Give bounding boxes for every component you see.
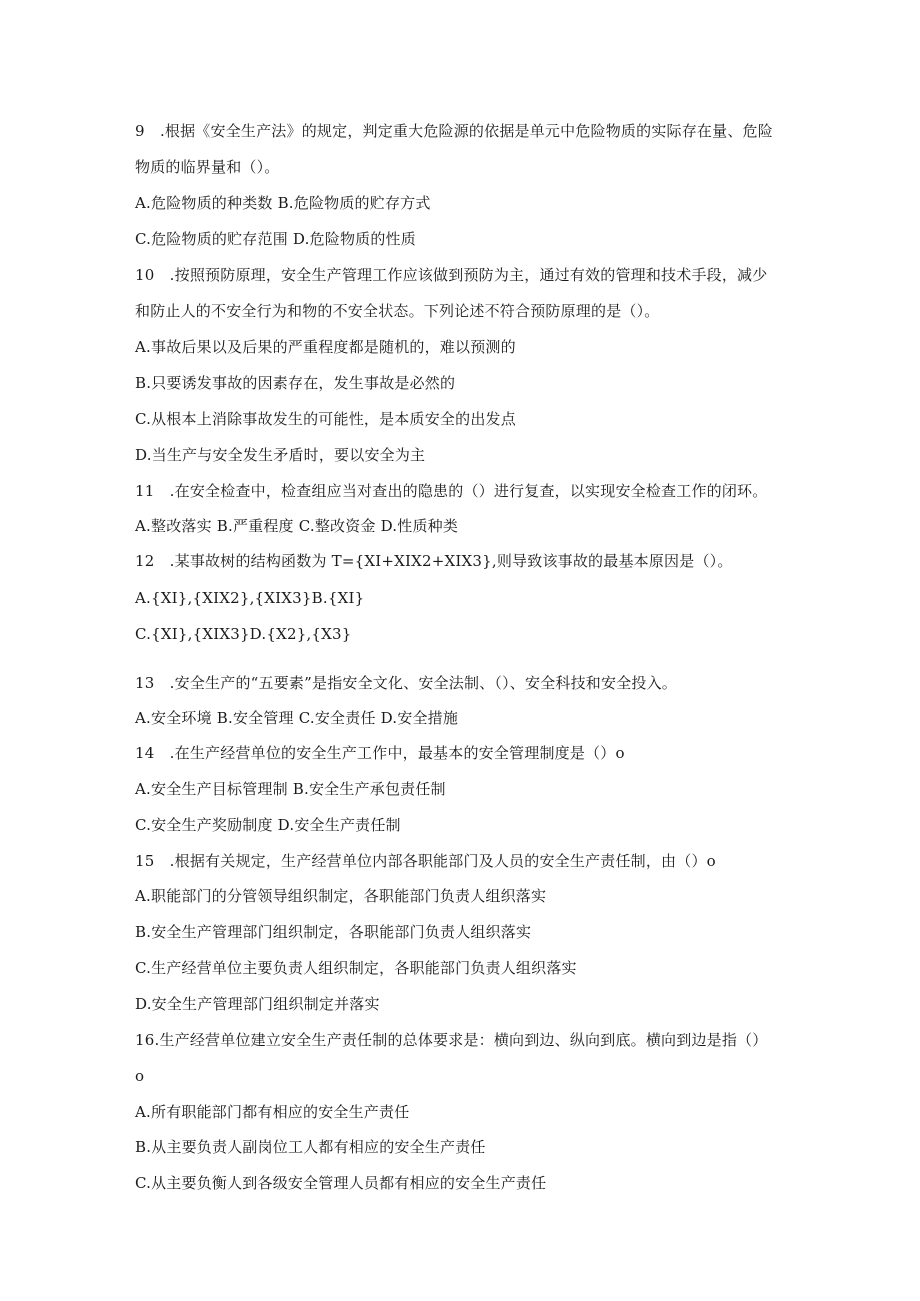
question-10-option-b: B.只要诱发事故的因素存在，发生事故是必然的 [135,374,456,392]
question-16-stem-cont: o [135,1067,145,1085]
question-9-stem-cont: 物质的临界量和（）。 [135,158,280,176]
question-15-option-d: D.安全生产管理部门组织制定并落实 [135,995,380,1013]
question-16-stem: 16.生产经营单位建立安全生产责任制的总体要求是：横向到边、纵向到底。横向到边是指（） [135,1031,768,1049]
question-11-options: A.整改落实 B.严重程度 C.整改资金 D.性质种类 [135,517,459,535]
question-15-option-b: B.安全生产管理部门组织制定，各职能部门负责人组织落实 [135,923,532,941]
question-12-stem: 12 .某事故树的结构函数为 T={XI+XIX2+XIX3},则导致该事故的最基本原因是（）。 [135,552,733,570]
question-15-stem: 15 .根据有关规定，生产经营单位内部各职能部门及人员的安全生产责任制，由（）o [135,852,716,870]
question-10-stem-cont: 和防止人的不安全行为和物的不安全状态。下列论述不符合预防原理的是（）。 [135,302,660,320]
question-14-options-cd: C.安全生产奖励制度 D.安全生产责任制 [135,816,401,834]
question-16-option-c: C.从主要负衡人到各级安全管理人员都有相应的安全生产责任 [135,1174,547,1192]
question-14-options-ab: A.安全生产目标管理制 B.安全生产承包责任制 [135,780,446,798]
question-9-options-cd: C.危险物质的贮存范围 D.危险物质的性质 [135,230,416,248]
question-12-options-ab: A.{XI},{XIX2},{XIX3}B.{XI} [135,589,365,607]
question-13-options: A.安全环境 B.安全管理 C.安全责任 D.安全措施 [135,709,459,727]
question-10-option-c: C.从根本上消除事故发生的可能性，是本质安全的出发点 [135,410,516,428]
question-10-stem: 10 .按照预防原理，安全生产管理工作应该做到预防为主，通过有效的管理和技术手段，减少 [135,266,768,284]
question-15-option-c: C.生产经营单位主要负责人组织制定，各职能部门负责人组织落实 [135,959,577,977]
question-10-option-d: D.当生产与安全发生矛盾时，要以安全为主 [135,446,426,464]
question-14-stem: 14 .在生产经营单位的安全生产工作中，最基本的安全管理制度是（）o [135,744,625,762]
question-10-option-a: A.事故后果以及后果的严重程度都是随机的，难以预测的 [135,338,516,356]
question-9-stem: 9 .根据《安全生产法》的规定，判定重大危险源的依据是单元中危险物质的实际存在量、危险 [135,122,773,140]
question-11-stem: 11 .在安全检查中，检查组应当对查出的隐患的（）进行复查，以实现安全检查工作的闭环。 [135,482,768,500]
question-15-option-a: A.职能部门的分管领导组织制定，各职能部门负责人组织落实 [135,887,547,905]
question-12-options-cd: C.{XI},{XIX3}D.{X2},{X3} [135,625,352,643]
question-9-options-ab: A.危险物质的种类数 B.危险物质的贮存方式 [135,194,431,212]
question-13-stem: 13 .安全生产的“五要素”是指安全文化、安全法制、（）、安全科技和安全投入。 [135,674,677,692]
question-16-option-b: B.从主要负责人副岗位工人都有相应的安全生产责任 [135,1138,486,1156]
question-16-option-a: A.所有职能部门都有相应的安全生产责任 [135,1103,410,1121]
